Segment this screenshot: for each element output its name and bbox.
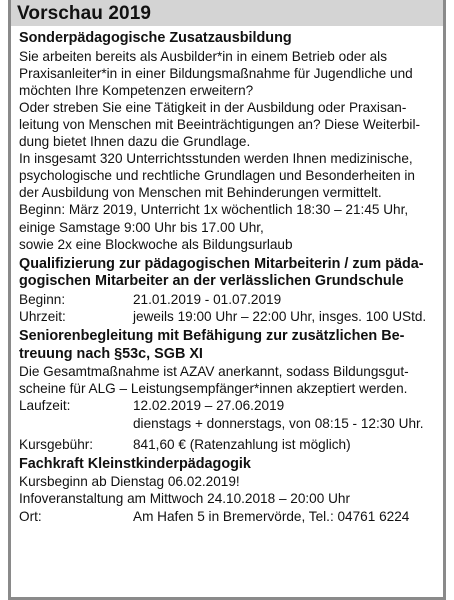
row-label: Laufzeit: xyxy=(19,398,71,414)
course-text-line: Sie arbeiten bereits als Ausbilder*in in einem Betrieb oder als xyxy=(19,48,387,64)
row-value: Am Hafen 5 in Bremervörde, Tel.: 04761 6224 xyxy=(133,508,410,524)
course-title-line: treuung nach §53c, SGB XI xyxy=(19,345,203,362)
row-value: 12.02.2019 – 27.06.2019 xyxy=(133,398,285,414)
course-list xyxy=(11,26,443,525)
course-text-line: sowie 2x eine Blockwoche als Bildungsurlaub xyxy=(19,236,293,252)
course-text-line: In insgesamt 320 Unterrichtsstunden werden Ihnen medizinische, xyxy=(19,151,413,167)
course-sonderpaedagogik xyxy=(19,30,437,253)
course-schedule: dienstags + donnerstags, von 08:15 - 12:30 Uhr. xyxy=(133,415,424,431)
course-time-row xyxy=(19,308,437,325)
course-text-line: Infoveranstaltung am Mittwoch 24.10.2018 – 20:00 Uhr xyxy=(19,491,350,507)
course-text-line: Oder streben Sie eine Tätigkeit in der Ausbildung oder Praxisan- xyxy=(19,99,407,115)
course-kleinstkinder xyxy=(19,456,437,525)
course-title-line: gogischen Mitarbeiter an der verlässlichen Grundschule xyxy=(19,273,404,290)
row-value: 841,60 € (Ratenzahlung ist möglich) xyxy=(133,436,351,452)
course-text-line: der Ausbildung von Menschen mit Behinderungen vermittelt. xyxy=(19,185,382,201)
course-text-line: dung bietet Ihnen dazu die Grundlage. xyxy=(19,134,251,150)
course-title: Sonderpädagogische Zusatzausbildung xyxy=(19,30,292,46)
course-text-line: scheine für ALG – Leistungsempfänger*innen akzeptiert werden. xyxy=(19,381,408,397)
course-text-line: leitung von Menschen mit Beeinträchtigungen an? Diese Weiterbil- xyxy=(19,116,420,132)
course-location-row xyxy=(19,508,437,525)
course-fee-row xyxy=(19,436,437,453)
course-title-line: Qualifizierung zur pädagogischen Mitarbeiterin / zum päda- xyxy=(19,255,424,272)
flyer-panel xyxy=(8,0,446,600)
row-label: Kursgebühr: xyxy=(19,436,94,452)
course-text-line: Die Gesamtmaßnahme ist AZAV anerkannt, sodass Bildungsgut- xyxy=(19,364,409,380)
course-text-line: Praxisanleiter*in in einer Bildungsmaßnahme für Jugendliche und xyxy=(19,65,413,81)
course-seniorenbegleitung xyxy=(19,328,437,453)
row-label: Beginn: xyxy=(19,291,66,307)
course-schulmitarbeiter xyxy=(19,256,437,325)
row-label: Uhrzeit: xyxy=(19,309,66,324)
course-title-line: Seniorenbegleitung mit Befähigung zur zusätzlichen Be- xyxy=(19,328,405,345)
row-label: Ort: xyxy=(19,508,42,524)
course-text-line: einige Samstage 9:00 Uhr bis 17.00 Uhr, xyxy=(19,219,264,235)
course-duration-row xyxy=(19,397,437,414)
course-text-line: Kursbeginn ab Dienstag 06.02.2019! xyxy=(19,474,240,490)
course-date-row xyxy=(19,291,437,308)
course-text-line: psychologische und rechtliche Grundlagen und Besonderheiten in xyxy=(19,168,415,184)
course-text-line: möchten Ihre Kompetenzen erweitern? xyxy=(19,82,254,98)
course-text-line: Beginn: März 2019, Unterricht 1x wöchentlich 18:30 – 21:45 Uhr, xyxy=(19,202,409,218)
row-value: 21.01.2019 - 01.07.2019 xyxy=(133,291,282,307)
row-value: jeweils 19:00 Uhr – 22:00 Uhr, insges. 100 UStd. xyxy=(133,309,427,324)
course-title: Fachkraft Kleinstkinderpädagogik xyxy=(19,455,251,472)
page-title: Vorschau 2019 xyxy=(11,0,443,26)
